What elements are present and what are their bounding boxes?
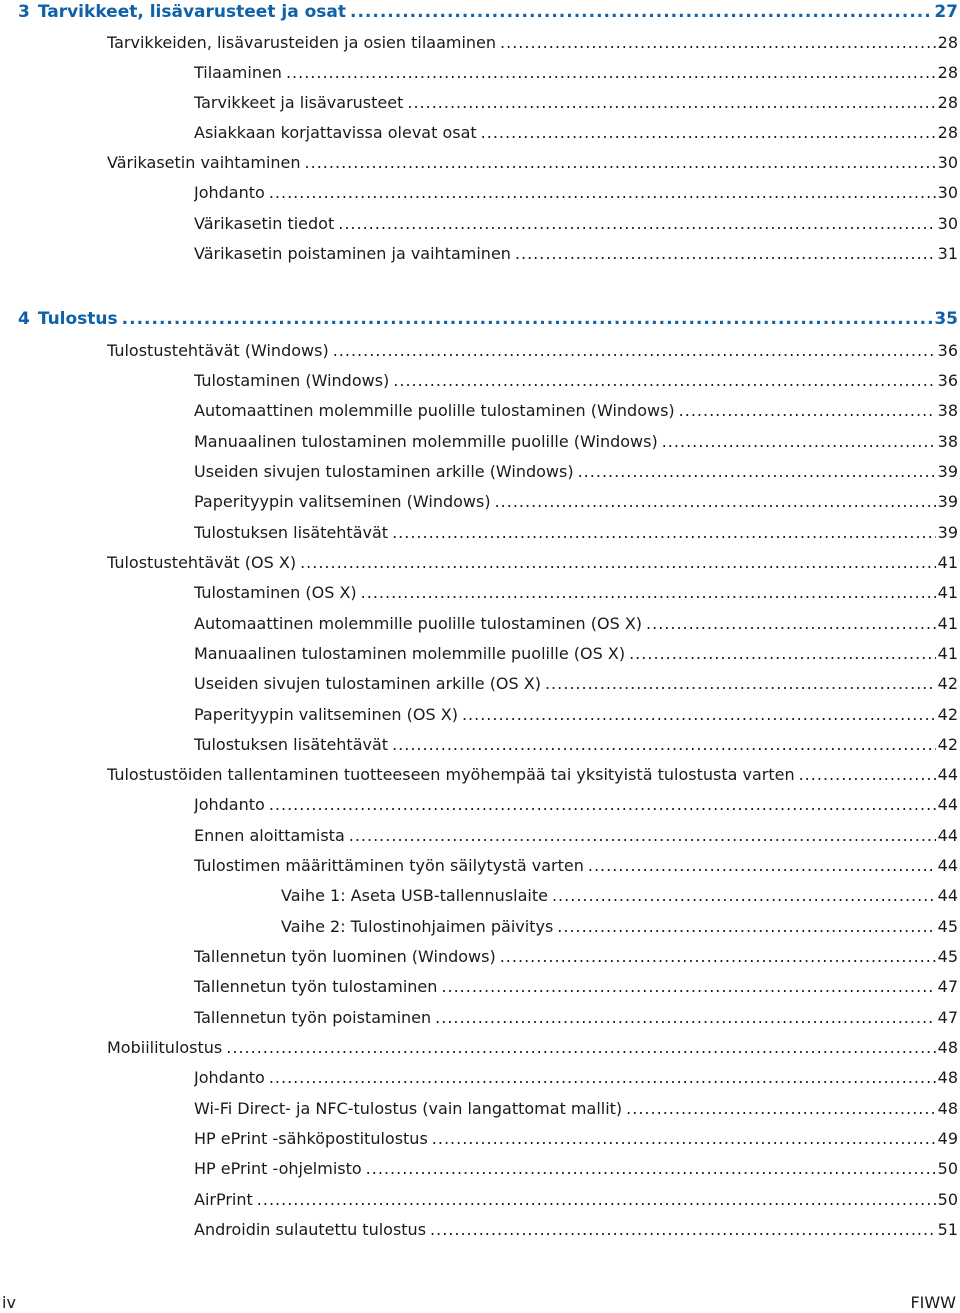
dot-leader bbox=[393, 370, 935, 392]
entry-page: 42 bbox=[937, 705, 958, 724]
dot-leader bbox=[361, 582, 936, 604]
entry-page: 28 bbox=[937, 93, 958, 112]
toc-entry[interactable] bbox=[194, 243, 958, 265]
toc-entry[interactable] bbox=[194, 643, 958, 665]
entry-page: 28 bbox=[937, 33, 958, 52]
dot-leader bbox=[226, 1037, 935, 1059]
entry-title: Johdanto bbox=[194, 1068, 265, 1087]
entry-page: 42 bbox=[937, 735, 958, 754]
dot-leader bbox=[799, 764, 936, 786]
entry-page: 47 bbox=[937, 977, 958, 996]
entry-page: 48 bbox=[937, 1038, 958, 1057]
entry-title: Värikasetin tiedot bbox=[194, 214, 335, 233]
dot-leader bbox=[588, 855, 936, 877]
dot-leader bbox=[495, 491, 936, 513]
entry-page: 41 bbox=[937, 644, 958, 663]
entry-page: 44 bbox=[937, 795, 958, 814]
toc-entry[interactable] bbox=[194, 62, 958, 84]
entry-page: 51 bbox=[937, 1220, 958, 1239]
entry-title: Värikasetin poistaminen ja vaihtaminen bbox=[194, 244, 511, 263]
entry-page: 28 bbox=[937, 123, 958, 142]
entry-title: Tallennetun työn poistaminen bbox=[194, 1008, 432, 1027]
toc-entry[interactable] bbox=[194, 1189, 958, 1211]
toc-entry[interactable] bbox=[194, 370, 958, 392]
toc-entry[interactable] bbox=[107, 552, 958, 574]
entry-title: Tulostaminen (OS X) bbox=[194, 583, 357, 602]
dot-leader bbox=[257, 1189, 936, 1211]
entry-title: Automaattinen molemmille puolille tulostaminen (OS X) bbox=[194, 614, 643, 633]
dot-leader bbox=[515, 243, 936, 265]
entry-title: HP ePrint -ohjelmisto bbox=[194, 1159, 362, 1178]
dot-leader bbox=[269, 794, 936, 816]
entry-page: 45 bbox=[937, 947, 958, 966]
entry-title: Tulostustehtävät (Windows) bbox=[107, 341, 329, 360]
dot-leader bbox=[349, 825, 936, 847]
dot-leader bbox=[333, 340, 936, 362]
entry-page: 49 bbox=[937, 1129, 958, 1148]
entry-title: Tallennetun työn luominen (Windows) bbox=[194, 947, 496, 966]
entry-page: 44 bbox=[937, 886, 958, 905]
entry-title: AirPrint bbox=[194, 1190, 253, 1209]
toc-entry[interactable] bbox=[194, 431, 958, 453]
entry-page: 44 bbox=[937, 765, 958, 784]
toc-entry[interactable] bbox=[194, 1098, 958, 1120]
dot-leader bbox=[430, 1219, 936, 1241]
entry-title: Automaattinen molemmille puolille tulostaminen (Windows) bbox=[194, 401, 675, 420]
entry-title: HP ePrint -sähköpostitulostus bbox=[194, 1129, 428, 1148]
chapter-page: 27 bbox=[934, 2, 958, 22]
entry-page: 48 bbox=[937, 1099, 958, 1118]
toc-entry[interactable] bbox=[194, 946, 958, 968]
entry-title: Tallennetun työn tulostaminen bbox=[194, 977, 438, 996]
entry-title: Tulostustöiden tallentaminen tuotteeseen myöhempää tai yksityistä tulostusta varten bbox=[107, 765, 795, 784]
dot-leader bbox=[338, 213, 935, 235]
toc-entry[interactable] bbox=[194, 976, 958, 998]
entry-page: 50 bbox=[937, 1190, 958, 1209]
entry-page: 30 bbox=[937, 183, 958, 202]
toc-entry[interactable] bbox=[194, 1128, 958, 1150]
entry-page: 41 bbox=[937, 583, 958, 602]
entry-page: 30 bbox=[937, 214, 958, 233]
chapter-page: 35 bbox=[934, 309, 958, 329]
entry-page: 42 bbox=[937, 674, 958, 693]
toc-entry[interactable] bbox=[194, 582, 958, 604]
entry-page: 28 bbox=[937, 63, 958, 82]
entry-title: Johdanto bbox=[194, 183, 265, 202]
toc-entry[interactable] bbox=[194, 1007, 958, 1029]
chapter-title: Tulostus bbox=[37, 309, 118, 329]
chapter-number: 4 bbox=[18, 309, 30, 329]
toc-entry[interactable] bbox=[194, 704, 958, 726]
entry-title: Manuaalinen tulostaminen molemmille puolille (Windows) bbox=[194, 432, 658, 451]
toc-entry[interactable] bbox=[194, 825, 958, 847]
entry-title: Tarvikkeiden, lisävarusteiden ja osien tilaaminen bbox=[107, 33, 497, 52]
entry-page: 44 bbox=[937, 826, 958, 845]
toc-entry[interactable] bbox=[194, 1219, 958, 1241]
dot-leader bbox=[269, 182, 936, 204]
dot-leader bbox=[679, 400, 936, 422]
entry-title: Vaihe 2: Tulostinohjaimen päivitys bbox=[281, 917, 554, 936]
toc-chapter-3[interactable] bbox=[18, 1, 958, 23]
entry-title: Useiden sivujen tulostaminen arkille (OS X) bbox=[194, 674, 541, 693]
toc-entry[interactable] bbox=[107, 340, 958, 362]
entry-title: Ennen aloittamista bbox=[194, 826, 345, 845]
dot-leader bbox=[462, 704, 936, 726]
toc-entry[interactable] bbox=[194, 213, 958, 235]
footer-page-number: iv bbox=[2, 1293, 16, 1312]
dot-leader bbox=[286, 62, 936, 84]
entry-title: Tulostimen määrittäminen työn säilytystä varten bbox=[194, 856, 584, 875]
entry-title: Useiden sivujen tulostaminen arkille (Windows) bbox=[194, 462, 574, 481]
dot-leader bbox=[305, 152, 936, 174]
toc-entry[interactable] bbox=[194, 1158, 958, 1180]
dot-leader bbox=[392, 522, 936, 544]
toc-entry[interactable] bbox=[107, 764, 958, 786]
dot-leader bbox=[500, 32, 936, 54]
dot-leader bbox=[366, 1158, 936, 1180]
entry-page: 45 bbox=[937, 917, 958, 936]
entry-title: Vaihe 1: Aseta USB-tallennuslaite bbox=[281, 886, 548, 905]
entry-title: Paperityypin valitseminen (Windows) bbox=[194, 492, 491, 511]
dot-leader bbox=[646, 613, 936, 635]
entry-title: Mobiilitulostus bbox=[107, 1038, 223, 1057]
toc-chapter-4[interactable] bbox=[18, 308, 958, 330]
footer-locale: FIWW bbox=[910, 1293, 956, 1312]
entry-page: 48 bbox=[937, 1068, 958, 1087]
dot-leader bbox=[392, 734, 936, 756]
dot-leader bbox=[545, 673, 936, 695]
dot-leader bbox=[626, 1098, 935, 1120]
dot-leader bbox=[441, 976, 935, 998]
toc-entry[interactable] bbox=[194, 92, 958, 114]
toc-entry[interactable] bbox=[194, 794, 958, 816]
toc-entry[interactable] bbox=[107, 32, 958, 54]
entry-title: Tulostustehtävät (OS X) bbox=[107, 553, 297, 572]
toc-entry[interactable] bbox=[194, 734, 958, 756]
toc-entry[interactable] bbox=[194, 400, 958, 422]
entry-page: 41 bbox=[937, 553, 958, 572]
toc-entry[interactable] bbox=[194, 613, 958, 635]
entry-page: 47 bbox=[937, 1008, 958, 1027]
entry-page: 44 bbox=[937, 856, 958, 875]
chapter-title: Tarvikkeet, lisävarusteet ja osat bbox=[37, 2, 346, 22]
dot-leader bbox=[407, 92, 935, 114]
toc-entry[interactable] bbox=[281, 916, 958, 938]
toc-entry[interactable] bbox=[194, 182, 958, 204]
entry-title: Manuaalinen tulostaminen molemmille puolille (OS X) bbox=[194, 644, 626, 663]
entry-page: 31 bbox=[937, 244, 958, 263]
entry-page: 39 bbox=[937, 462, 958, 481]
dot-leader bbox=[300, 552, 936, 574]
entry-page: 38 bbox=[937, 401, 958, 420]
entry-title: Johdanto bbox=[194, 795, 265, 814]
entry-title: Tulostuksen lisätehtävät bbox=[194, 735, 389, 754]
dot-leader bbox=[269, 1067, 936, 1089]
toc-entry[interactable] bbox=[194, 673, 958, 695]
dot-leader bbox=[350, 1, 932, 23]
toc-entry[interactable] bbox=[107, 1037, 958, 1059]
toc-entry[interactable] bbox=[194, 522, 958, 544]
entry-page: 50 bbox=[937, 1159, 958, 1178]
dot-leader bbox=[435, 1007, 935, 1029]
dot-leader bbox=[629, 643, 936, 665]
dot-leader bbox=[122, 308, 933, 330]
dot-leader bbox=[500, 946, 936, 968]
dot-leader bbox=[578, 461, 936, 483]
dot-leader bbox=[662, 431, 936, 453]
entry-page: 36 bbox=[937, 341, 958, 360]
dot-leader bbox=[481, 122, 936, 144]
dot-leader bbox=[552, 885, 936, 907]
entry-page: 38 bbox=[937, 432, 958, 451]
chapter-number: 3 bbox=[18, 2, 30, 22]
entry-title: Paperityypin valitseminen (OS X) bbox=[194, 705, 458, 724]
entry-page: 36 bbox=[937, 371, 958, 390]
entry-title: Asiakkaan korjattavissa olevat osat bbox=[194, 123, 477, 142]
entry-title: Wi-Fi Direct- ja NFC-tulostus (vain langattomat mallit) bbox=[194, 1099, 623, 1118]
entry-page: 39 bbox=[937, 523, 958, 542]
toc-entry[interactable] bbox=[107, 152, 958, 174]
entry-page: 30 bbox=[937, 153, 958, 172]
toc-entry[interactable] bbox=[194, 461, 958, 483]
entry-title: Tulostaminen (Windows) bbox=[194, 371, 390, 390]
entry-title: Tarvikkeet ja lisävarusteet bbox=[194, 93, 404, 112]
toc-entry[interactable] bbox=[281, 885, 958, 907]
entry-page: 39 bbox=[937, 492, 958, 511]
toc-entry[interactable] bbox=[194, 122, 958, 144]
toc-entry[interactable] bbox=[194, 1067, 958, 1089]
dot-leader bbox=[557, 916, 935, 938]
dot-leader bbox=[432, 1128, 936, 1150]
entry-title: Androidin sulautettu tulostus bbox=[194, 1220, 427, 1239]
entry-page: 41 bbox=[937, 614, 958, 633]
entry-title: Tulostuksen lisätehtävät bbox=[194, 523, 389, 542]
toc-entry[interactable] bbox=[194, 491, 958, 513]
entry-title: Värikasetin vaihtaminen bbox=[107, 153, 301, 172]
entry-title: Tilaaminen bbox=[194, 63, 282, 82]
toc-entry[interactable] bbox=[194, 855, 958, 877]
